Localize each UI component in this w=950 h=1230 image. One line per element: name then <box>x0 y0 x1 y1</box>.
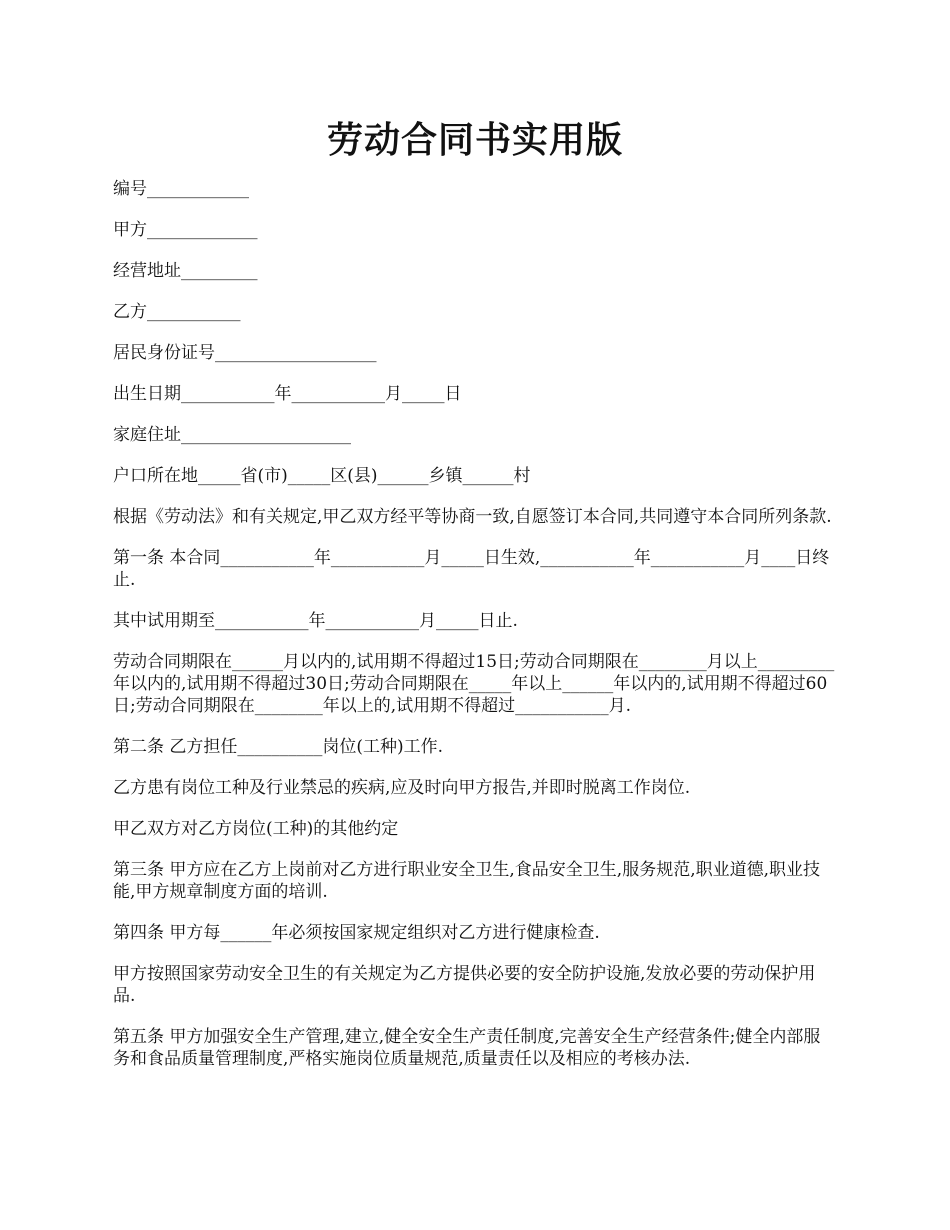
field-birth-date: 出生日期___________年___________月_____日 <box>113 384 462 404</box>
article-2-position: 第二条 乙方担任__________岗位(工种)工作. <box>113 737 444 757</box>
safety-equipment-clause: 甲方按照国家劳动安全卫生的有关规定为乙方提供必要的安全防护设施,发放必要的劳动保护用品. <box>113 964 816 1006</box>
article-1-term: 第一条 本合同___________年___________月_____日生效,___________年___________月____日终止. <box>113 548 830 590</box>
document-title: 劳动合同书实用版 <box>326 119 623 161</box>
field-business-address: 经营地址_________ <box>113 261 258 281</box>
other-agreements: 甲乙双方对乙方岗位(工种)的其他约定 <box>113 819 399 839</box>
disease-report-clause: 乙方患有岗位工种及行业禁忌的疾病,应及时向甲方报告,并即时脱离工作岗位. <box>113 778 691 798</box>
field-household-registration: 户口所在地_____省(市)_____区(县)______乡镇______村 <box>113 466 531 486</box>
field-party-a: 甲方_____________ <box>113 220 258 240</box>
document-body <box>113 178 835 1089</box>
preamble-paragraph: 根据《劳动法》和有关规定,甲乙双方经平等协商一致,自愿签订本合同,共同遵守本合同所列条款. <box>113 507 832 527</box>
article-3-training: 第三条 甲方应在乙方上岗前对乙方进行职业安全卫生,食品安全卫生,服务规范,职业道德,职业技能,甲方规章制度方面的培训. <box>113 860 821 902</box>
probation-rules: 劳动合同期限在______月以内的,试用期不得超过15日;劳动合同期限在________月以上_________年以内的,试用期不得超过30日;劳动合同期限在_____年以上______年以内的,试用期不得超过60日;劳动合同期限在________年以上的,试用期不得超过___________月. <box>113 652 835 716</box>
field-party-b: 乙方___________ <box>113 302 241 322</box>
probation-period: 其中试用期至___________年___________月_____日止. <box>113 611 518 631</box>
article-4-health-check: 第四条 甲方每______年必须按国家规定组织对乙方进行健康检查. <box>113 923 600 943</box>
field-home-address: 家庭住址____________________ <box>113 425 351 445</box>
field-contract-number: 编号____________ <box>113 179 249 199</box>
field-id-number: 居民身份证号___________________ <box>113 343 377 363</box>
article-5-safety-management: 第五条 甲方加强安全生产管理,建立,健全安全生产责任制度,完善安全生产经营条件;健全内部服务和食品质量管理制度,严格实施岗位质量规范,质量责任以及相应的考核办法. <box>113 1027 821 1069</box>
